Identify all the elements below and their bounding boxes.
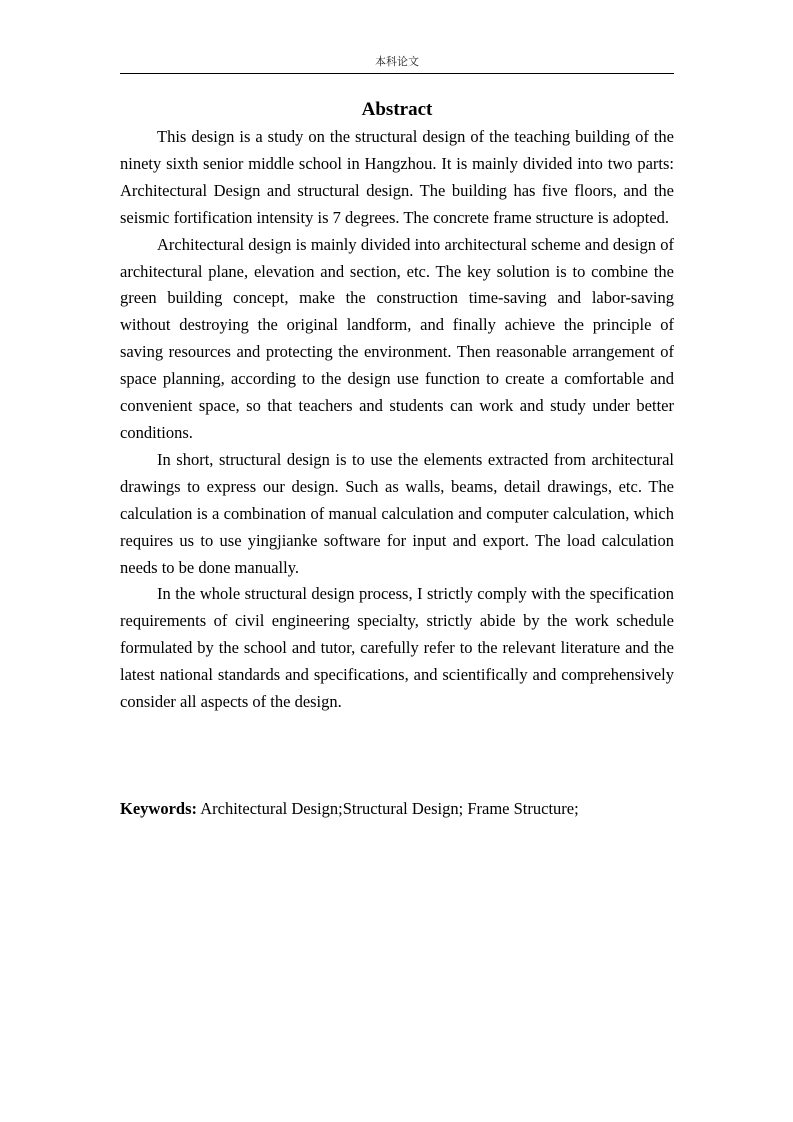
- abstract-paragraph: In the whole structural design process, I strictly comply with the specification requirements of civil engineering specialty, strictly abide by the work schedule formulated by the school and tutor, carefully refer to the relevant literature and the latest national standards and specifications, and scientifically and comprehensively consider all aspects of the design.: [120, 584, 674, 712]
- abstract-paragraph: This design is a study on the structural design of the teaching building of the ninety sixth senior middle school in Hangzhou. It is mainly divided into two parts: Architectural Design and structural design. The building has five floors, and the seismic fortification intensity is 7 degrees. The concrete frame structure is adopted.: [120, 127, 674, 227]
- keywords-label: Keywords:: [120, 799, 197, 818]
- abstract-paragraph: Architectural design is mainly divided into architectural scheme and design of architectural plane, elevation and section, etc. The key solution is to combine the green building concept, make the construction time-saving and labor-saving without destroying the original landform, and finally achieve the principle of saving resources and protecting the environment. Then reasonable arrangement of space planning, according to the design use function to create a comfortable and convenient space, so that teachers and students can work and study under better conditions.: [120, 234, 674, 442]
- running-header: 本科论文: [375, 55, 419, 68]
- abstract-body: [120, 124, 674, 716]
- keywords-line: [120, 796, 674, 822]
- keywords-text: Architectural Design;Structural Design; Frame Structure;: [197, 799, 579, 818]
- header-divider: [120, 73, 674, 74]
- abstract-paragraph: In short, structural design is to use the elements extracted from architectural drawings to express our design. Such as walls, beams, detail drawings, etc. The calculation is a combination of manual calculation and computer calculation, which requires us to use yingjianke software for input and export. The load calculation needs to be done manually.: [120, 449, 674, 577]
- abstract-title: Abstract: [361, 99, 433, 120]
